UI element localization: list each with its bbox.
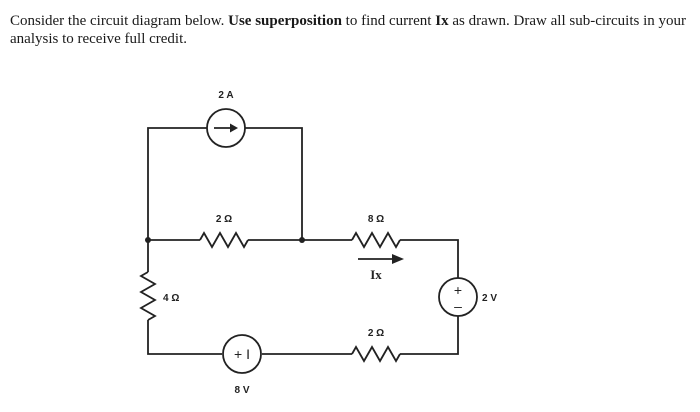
problem-bold-ix: Ix (435, 13, 449, 29)
wire-left-lower (148, 320, 222, 354)
current-source-2a (207, 109, 245, 147)
voltage-source-2v-plus: + (453, 282, 463, 298)
wire-top-left (148, 128, 207, 240)
wire-top-right (245, 128, 302, 240)
resistor-2ohm-bottom-label: 2 Ω (367, 328, 385, 339)
voltage-source-2v-minus: – (454, 298, 462, 314)
resistor-2ohm-top-label: 2 Ω (215, 214, 233, 225)
resistor-8ohm (352, 233, 400, 247)
problem-text-2: to find current (341, 13, 436, 29)
resistor-2ohm-top (200, 233, 248, 247)
ix-arrow (358, 254, 404, 264)
problem-bold-superposition: Use superposition (228, 13, 342, 29)
resistor-4ohm-label: 4 Ω (163, 293, 180, 304)
wire-mid-right (400, 240, 458, 278)
wire-bottom-right (400, 316, 458, 354)
resistor-4ohm (141, 272, 155, 320)
voltage-source-8v-label: 8 V (234, 385, 250, 396)
resistor-2ohm-bottom (352, 347, 400, 361)
node-center (299, 237, 305, 243)
problem-text-3: as drawn. Draw all sub-circuits in your analysis to receive full credit. (10, 13, 687, 47)
voltage-source-2v-label: 2 V (482, 293, 498, 304)
current-source-label: 2 A (218, 90, 234, 101)
resistor-8ohm-label: 8 Ω (367, 214, 385, 225)
voltage-source-8v-signs: + I (234, 346, 250, 362)
ix-label: Ix (370, 267, 382, 282)
problem-text-1: Consider the circuit diagram below. (10, 13, 229, 29)
